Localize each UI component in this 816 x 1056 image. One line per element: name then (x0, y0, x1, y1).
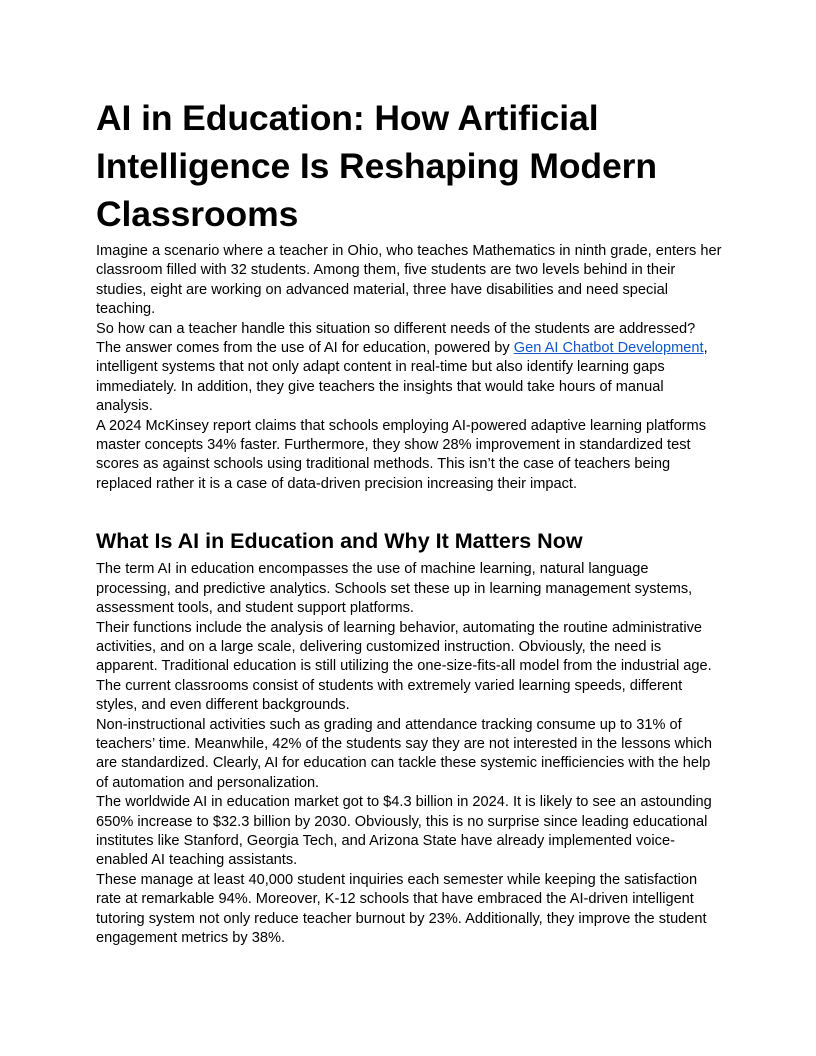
section-paragraph-5: These manage at least 40,000 student inquiries each semester while keeping the satisfaction rate at remarkable 94%. Moreover, K-12 schools that have embraced the AI-driven intelligent tutoring system not only reduce teacher burnout by 23%. Additionally, they improve the student engagement metrics by 38%. (96, 871, 707, 946)
document-page (96, 94, 724, 948)
intro-paragraph-3 (96, 339, 724, 417)
intro-paragraph-4: A 2024 McKinsey report claims that schools employing AI-powered adaptive learning platforms master concepts 34% faster. Furthermore, they show 28% improvement in standardized test scores as against schools using traditional methods. This isn’t the case of teachers being replaced rather it is a case of data-driven precision increasing their impact. (96, 417, 707, 492)
intro-paragraph-3-after: , intelligent systems that not only adapt content in real-time but also identify learning gaps immediately. In addition, they give teachers the insights that would take hours of manual analysis. (96, 340, 708, 415)
section-paragraph-2: Their functions include the analysis of learning behavior, automating the routine administrative activities, and on a large scale, delivering customized instruction. Obviously, the need is apparent. Traditional education is still utilizing the one-size-fits-all model from the industrial age. The current classrooms consist of students with extremely varied learning speeds, different styles, and even different backgrounds. (96, 619, 712, 714)
intro-paragraph-1: Imagine a scenario where a teacher in Ohio, who teaches Mathematics in ninth grade, enters her classroom filled with 32 students. Among them, five students are two levels behind in their studies, eight are working on advanced material, three have disabilities and need special teaching. (96, 243, 722, 318)
article-title: AI in Education: How Artificial Intelligence Is Reshaping Modern Classrooms (96, 98, 657, 234)
gen-ai-chatbot-link[interactable]: Gen AI Chatbot Development (513, 340, 704, 357)
intro-paragraph-2: So how can a teacher handle this situation so different needs of the students are addressed? (96, 320, 696, 337)
section-paragraph-3: Non-instructional activities such as grading and attendance tracking consume up to 31% of teachers’ time. Meanwhile, 42% of the students say they are not interested in the lessons which are standardized. Clearly, AI for education can tackle these systemic inefficiencies with the help of automation and personalization. (96, 716, 712, 791)
section-heading: What Is AI in Education and Why It Matters Now (96, 529, 583, 554)
intro-paragraph-3-before: The answer comes from the use of AI for education, powered by (96, 340, 514, 357)
section-paragraph-4: The worldwide AI in education market got to $4.3 billion in 2024. It is likely to see an astounding 650% increase to $32.3 billion by 2030. Obviously, this is no surprise since leading educational institutes like Stanford, Georgia Tech, and Arizona State have already implemented voice-enabled AI teaching assistants. (96, 794, 712, 869)
section-paragraph-1: The term AI in education encompasses the use of machine learning, natural language processing, and predictive analytics. Schools set these up in learning management systems, assessment tools, and student support platforms. (96, 561, 693, 617)
